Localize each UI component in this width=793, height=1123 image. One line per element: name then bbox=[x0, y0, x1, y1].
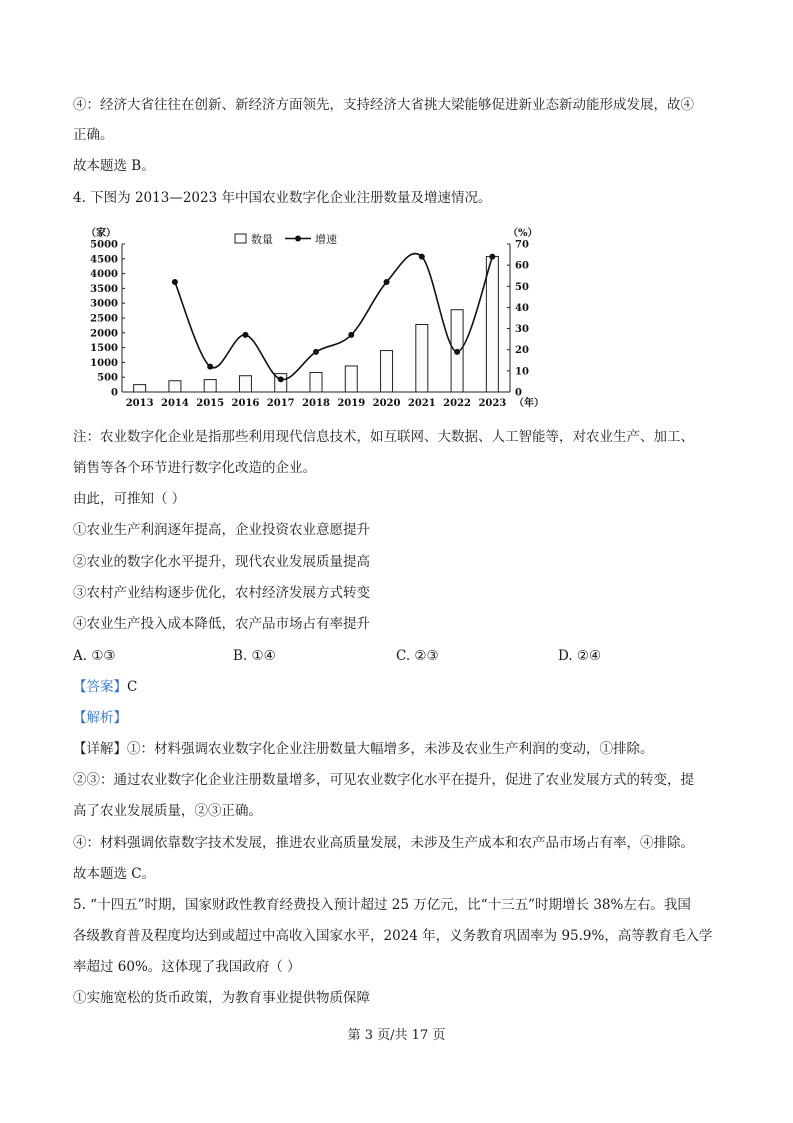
bar bbox=[239, 376, 251, 392]
x-tick-label: 2023 bbox=[478, 398, 507, 409]
growth-line bbox=[175, 254, 492, 380]
growth-point bbox=[207, 364, 213, 370]
right-tick-label: 40 bbox=[515, 302, 529, 314]
legend-bar-label: 数量 bbox=[251, 233, 273, 246]
left-tick-label: 0 bbox=[111, 387, 118, 399]
statement-1: ①农业生产利润逐年提高，企业投资农业意愿提升 bbox=[73, 522, 370, 538]
left-tick-label: 3500 bbox=[90, 283, 118, 295]
right-axis-label: （%） bbox=[508, 228, 538, 239]
legend-line-label: 增速 bbox=[315, 233, 337, 246]
x-tick-label: 2021 bbox=[407, 398, 436, 409]
growth-point bbox=[278, 376, 284, 382]
legend-bar-swatch bbox=[235, 234, 246, 243]
bar bbox=[169, 381, 181, 392]
text-line: ④：经济大省往往在创新、新经济方面领先，支持经济大省挑大梁能够促进新业态新动能形成发展，故④ bbox=[73, 97, 694, 113]
x-axis-label: （年） bbox=[514, 398, 544, 409]
bar bbox=[381, 351, 393, 392]
detail-text: ①：材料强调农业数字化企业注册数量大幅增多，未涉及农业生产利润的变动，①排除。 bbox=[127, 741, 654, 757]
x-tick-label: 2014 bbox=[160, 398, 189, 409]
option-b[interactable]: B. ①④ bbox=[233, 648, 276, 664]
analysis-tag: 【解析】 bbox=[73, 710, 127, 726]
right-tick-label: 10 bbox=[515, 366, 529, 378]
statement-2: ②农业的数字化水平提升，现代农业发展质量提高 bbox=[73, 554, 370, 570]
bar bbox=[310, 372, 322, 392]
text-line: ④：材料强调依靠数字技术发展，推进农业高质量发展，未涉及生产成本和农产品市场占有率，④排除。 bbox=[73, 835, 694, 851]
text-line: 故本题选 C。 bbox=[73, 866, 156, 882]
text-line: ②③：通过农业数字化企业注册数量增多，可见农业数字化水平在提升，促进了农业发展方式的转变，提 bbox=[73, 772, 694, 788]
x-tick-label: 2013 bbox=[125, 398, 154, 409]
right-tick-label: 60 bbox=[515, 260, 529, 272]
x-tick-label: 2019 bbox=[337, 398, 366, 409]
x-tick-label: 2017 bbox=[266, 398, 295, 409]
growth-point bbox=[454, 349, 460, 355]
statement-4: ④农业生产投入成本降低，农产品市场占有率提升 bbox=[73, 616, 370, 632]
question-4-stem: 4. 下图为 2013—2023 年中国农业数字化企业注册数量及增速情况。 bbox=[73, 190, 492, 206]
left-tick-label: 1500 bbox=[90, 343, 118, 355]
left-axis-label: （家） bbox=[86, 228, 116, 239]
bar bbox=[134, 385, 146, 392]
growth-point bbox=[313, 349, 319, 355]
bar bbox=[345, 366, 357, 392]
left-tick-label: 2500 bbox=[90, 313, 118, 325]
left-tick-label: 4500 bbox=[90, 254, 118, 266]
left-tick-label: 500 bbox=[97, 372, 118, 384]
answer-tag: 【答案】 bbox=[73, 679, 127, 695]
chart-note: 销售等各个环节进行数字化改造的企业。 bbox=[73, 460, 316, 476]
x-tick-label: 2022 bbox=[443, 398, 472, 409]
left-tick-label: 2000 bbox=[90, 328, 118, 340]
right-tick-label: 50 bbox=[515, 281, 529, 293]
left-tick-label: 3000 bbox=[90, 298, 118, 310]
question-5-stem: 率超过 60%。这体现了我国政府（ ） bbox=[73, 959, 301, 975]
page-footer: 第 3 页/共 17 页 bbox=[347, 1028, 446, 1043]
question-5-stem: 各级教育普及程度均达到或超过中高收入国家水平，2024 年，义务教育巩固率为 95.9%，高等教育毛入学 bbox=[73, 928, 713, 944]
right-tick-label: 0 bbox=[515, 387, 522, 399]
bar bbox=[204, 380, 216, 392]
text-line: 故本题选 B。 bbox=[73, 158, 155, 174]
option-a[interactable]: A. ①③ bbox=[73, 648, 116, 664]
text-line: 高了农业发展质量，②③正确。 bbox=[73, 803, 262, 819]
chart-note: 注：农业数字化企业是指那些利用现代信息技术，如互联网、大数据、人工智能等，对农业生产、加工、 bbox=[73, 429, 694, 445]
detail-line bbox=[73, 740, 654, 758]
text-line: 正确。 bbox=[73, 127, 114, 143]
detail-tag: 【详解】 bbox=[73, 741, 127, 757]
growth-point bbox=[348, 332, 354, 338]
option-d[interactable]: D. ②④ bbox=[558, 648, 602, 664]
right-tick-label: 70 bbox=[515, 239, 529, 251]
left-tick-label: 4000 bbox=[90, 269, 118, 281]
legend-line-marker bbox=[295, 236, 301, 242]
statement-3: ③农村产业结构逐步优化，农村经济发展方式转变 bbox=[73, 585, 370, 601]
left-tick-label: 1000 bbox=[90, 357, 118, 369]
agri-digital-chart bbox=[80, 222, 550, 412]
answer-line bbox=[73, 678, 137, 696]
analysis-line bbox=[73, 709, 127, 727]
left-tick-label: 5000 bbox=[90, 239, 118, 251]
question-5-stem: 5. “十四五”时期，国家财政性教育经费投入预计超过 25 万亿元，比“十三五”时期增长 38%左右。我国 bbox=[73, 897, 691, 913]
answer-value: C bbox=[127, 679, 138, 695]
x-tick-label: 2018 bbox=[302, 398, 330, 409]
growth-point bbox=[489, 254, 495, 260]
growth-point bbox=[384, 279, 390, 285]
bar bbox=[416, 325, 428, 392]
x-tick-label: 2016 bbox=[231, 398, 260, 409]
right-tick-label: 20 bbox=[515, 345, 529, 357]
right-tick-label: 30 bbox=[515, 324, 529, 336]
bar bbox=[486, 256, 498, 392]
growth-point bbox=[419, 254, 425, 260]
x-tick-label: 2020 bbox=[372, 398, 401, 409]
option-c[interactable]: C. ②③ bbox=[396, 648, 439, 664]
x-tick-label: 2015 bbox=[196, 398, 225, 409]
growth-point bbox=[172, 279, 178, 285]
statement-1: ①实施宽松的货币政策，为教育事业提供物质保障 bbox=[73, 990, 370, 1006]
question-prompt: 由此，可推知（ ） bbox=[73, 491, 186, 507]
growth-point bbox=[242, 332, 248, 338]
